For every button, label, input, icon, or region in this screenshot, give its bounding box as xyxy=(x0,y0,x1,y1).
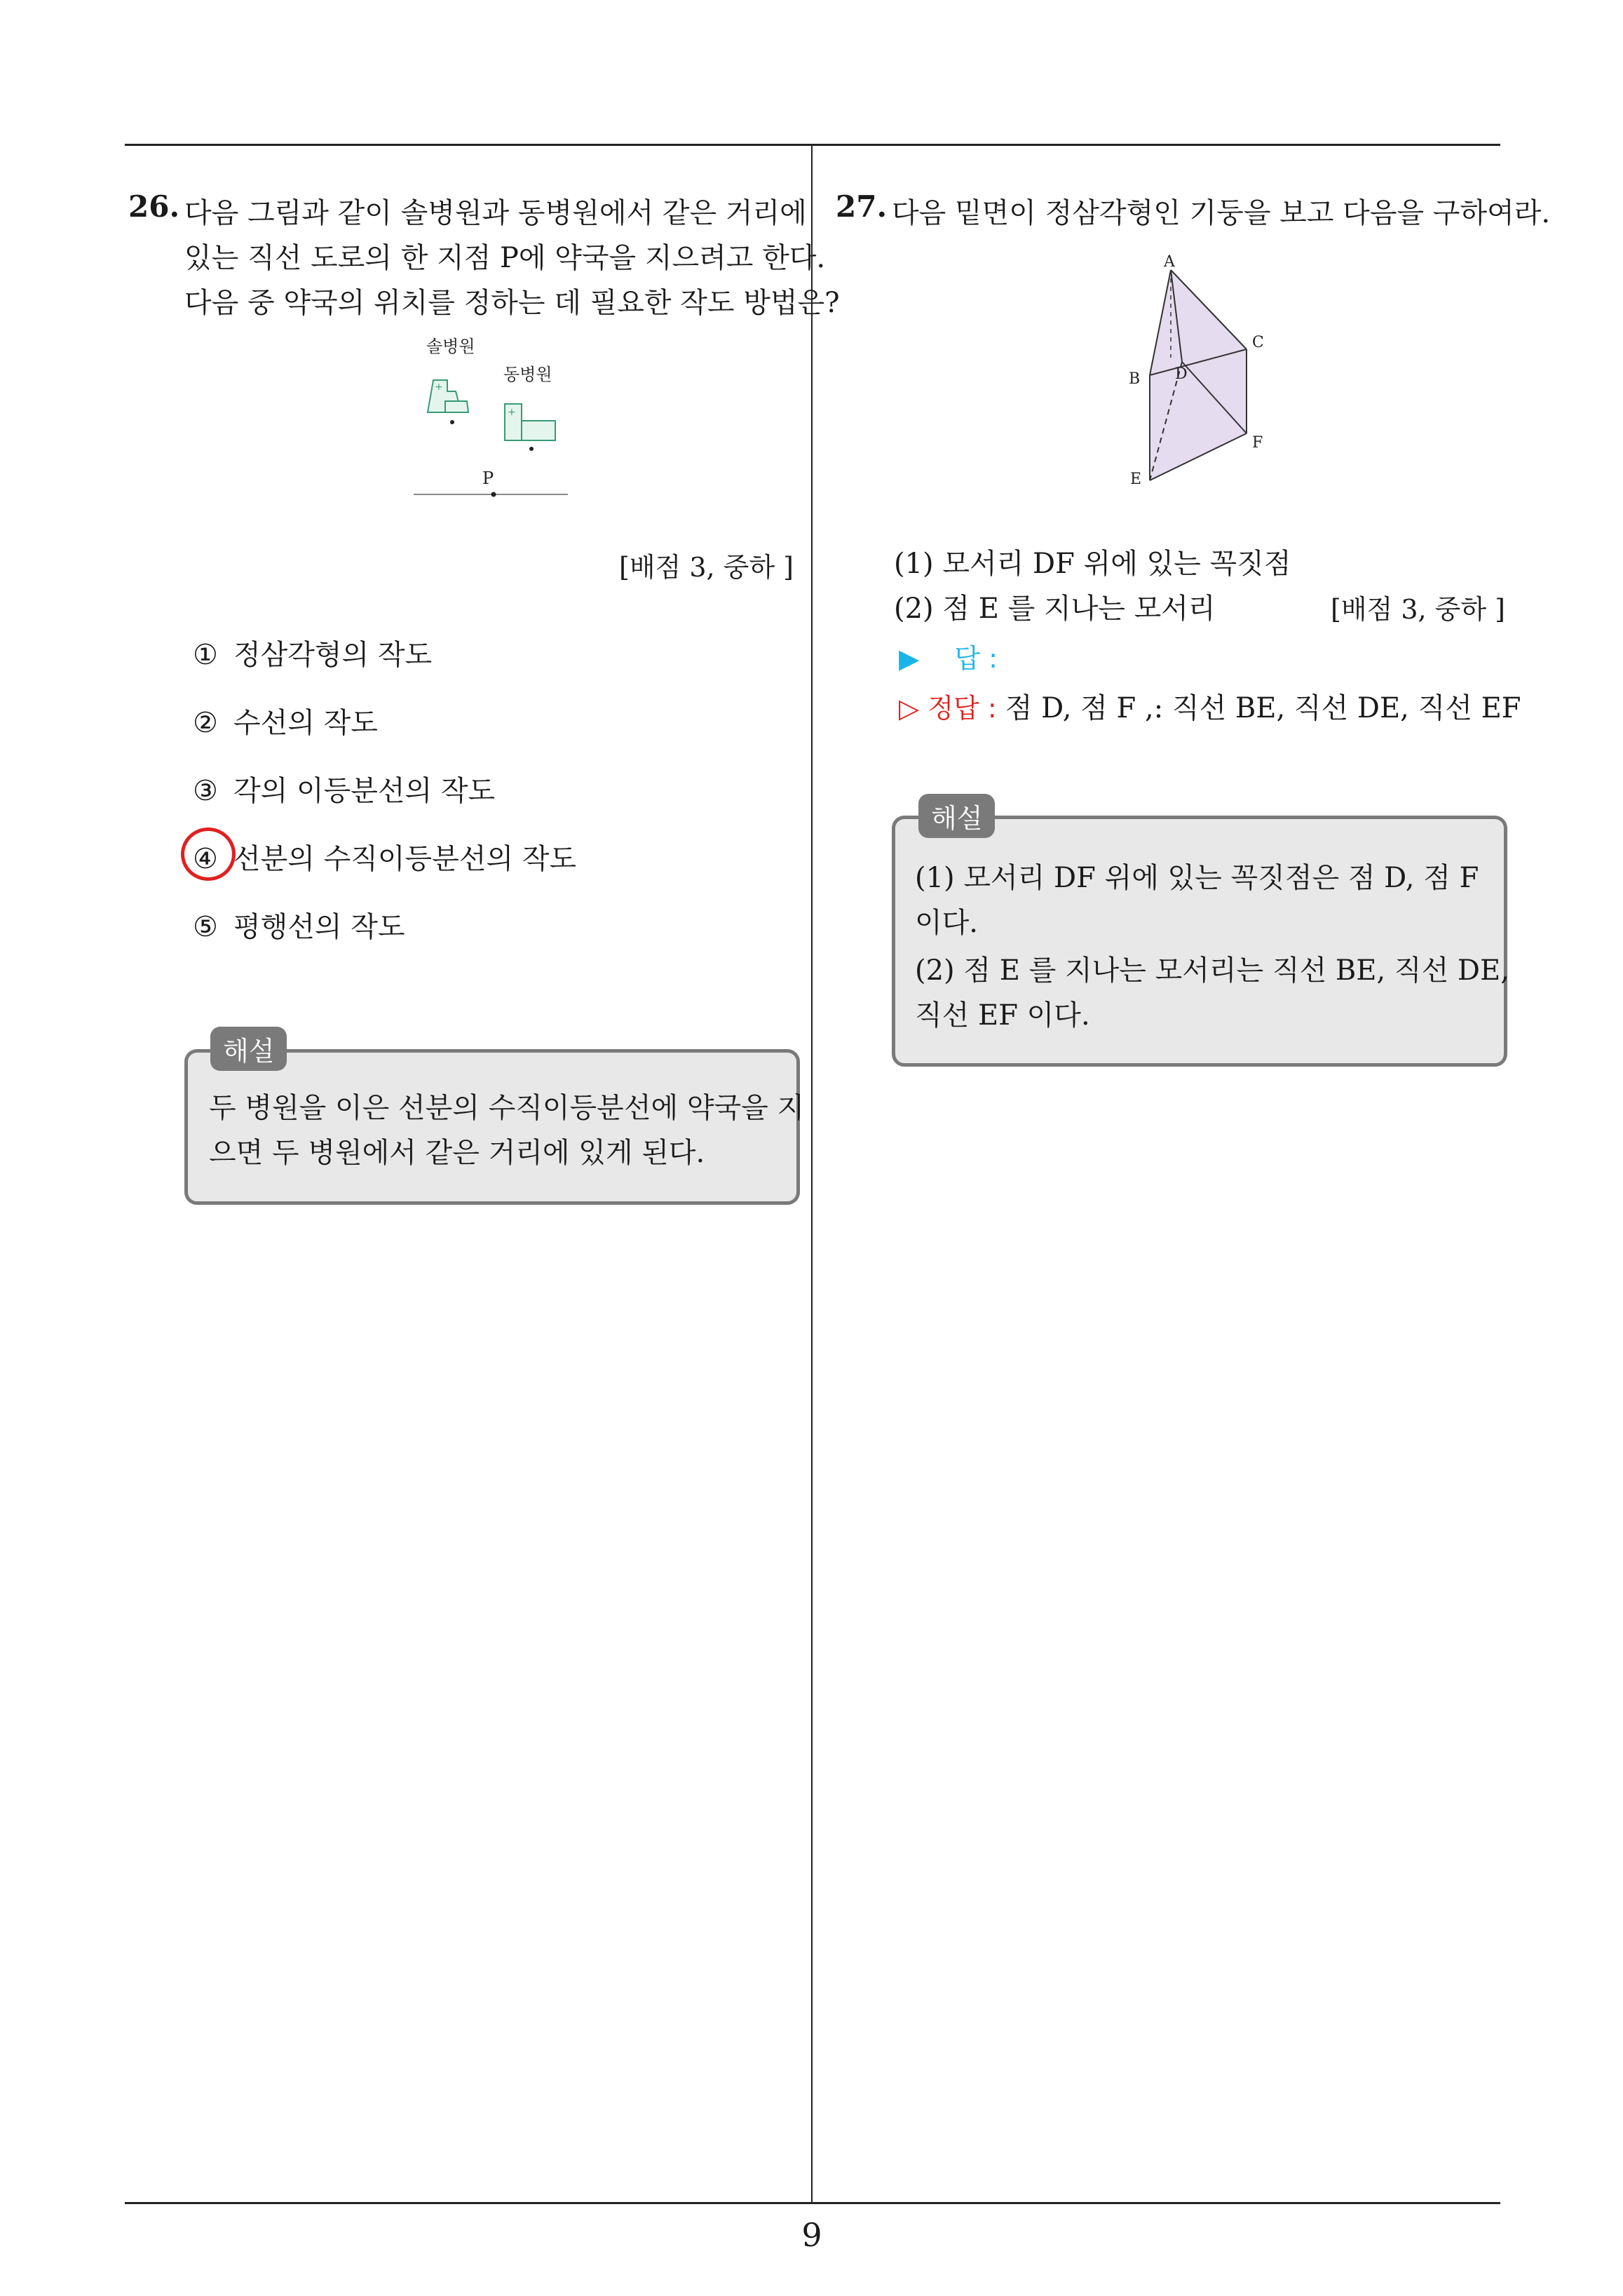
q26-number: 26. xyxy=(128,189,180,224)
q26-explanation-line-1: 두 병원을 이은 선분의 수직이등분선에 약국을 지 xyxy=(209,1092,805,1124)
q27-explanation-line-4: 직선 EF 이다. xyxy=(915,999,1090,1032)
correct-answer-circle-icon xyxy=(181,828,236,881)
q27-sub-2: (2) 점 E 를 지나는 모서리 xyxy=(894,593,1216,625)
svg-text:+: + xyxy=(435,381,443,393)
vertex-label-f: F xyxy=(1252,434,1263,452)
q26-option-4[interactable]: ④ 선분의 수직이등분선의 작도 xyxy=(193,843,577,875)
q27-answer-blank[interactable]: ▶ 답 : xyxy=(899,643,998,674)
q26-explanation-line-2: 으면 두 병원에서 같은 거리에 있게 된다. xyxy=(209,1137,705,1169)
hospital1-building-icon xyxy=(428,380,468,412)
q26-score: [배점 3, 중하 ] xyxy=(619,552,794,583)
bottom-rule xyxy=(125,2202,1500,2204)
hospital2-building-icon xyxy=(505,404,555,440)
q26-line-2: 있는 직선 도로의 한 지점 P에 약국을 지으려고 한다. xyxy=(184,242,826,274)
q26-explanation-tag: 해설 xyxy=(210,1027,287,1071)
top-rule xyxy=(125,144,1500,146)
vertex-label-b: B xyxy=(1129,370,1141,388)
q27-answer: ▷ 정답 : 점 D, 점 F ,: 직선 BE, 직선 DE, 직선 EF xyxy=(899,692,1521,724)
q26-fig-label-hospital1: 솔병원 xyxy=(426,337,475,356)
vertex-label-c: C xyxy=(1252,334,1264,351)
play-arrow-icon: ▶ xyxy=(899,643,920,674)
q26-option-3[interactable]: ③ 각의 이등분선의 작도 xyxy=(193,775,496,807)
q26-option-2[interactable]: ② 수선의 작도 xyxy=(193,707,378,739)
q27-explanation-tag: 해설 xyxy=(918,794,995,838)
page-number: 9 xyxy=(801,2216,822,2254)
hospital1-point xyxy=(450,420,454,424)
outline-arrow-icon: ▷ xyxy=(899,693,920,724)
vertex-label-d: D xyxy=(1175,365,1188,383)
q26-fig-label-hospital2: 동병원 xyxy=(503,365,552,384)
q27-sub-1: (1) 모서리 DF 위에 있는 꼭짓점 xyxy=(894,548,1291,580)
q26-fig-label-p: P xyxy=(482,468,494,488)
q26-explanation-box xyxy=(184,1049,800,1205)
column-divider xyxy=(811,145,813,2203)
vertex-label-e: E xyxy=(1130,471,1142,488)
q27-explanation-line-3: (2) 점 E 를 지나는 모서리는 직선 BE, 직선 DE, xyxy=(915,954,1509,987)
q27-explanation-line-1: (1) 모서리 DF 위에 있는 꼭짓점은 점 D, 점 F xyxy=(915,862,1479,894)
q27-number: 27. xyxy=(836,189,888,224)
svg-text:+: + xyxy=(508,407,516,418)
vertex-label-a: A xyxy=(1164,253,1175,271)
q27-score: [배점 3, 중하 ] xyxy=(1331,594,1505,625)
q26-line-1: 다음 그림과 같이 솔병원과 동병원에서 같은 거리에 xyxy=(184,197,807,229)
q26-option-5[interactable]: ⑤ 평행선의 작도 xyxy=(193,911,405,943)
point-p xyxy=(491,492,496,497)
q27-line: 다음 밑면이 정삼각형인 기둥을 보고 다음을 구하여라. xyxy=(892,197,1551,229)
q27-explanation-line-2: 이다. xyxy=(915,907,978,939)
q27-prism-figure xyxy=(1115,245,1283,491)
hospital2-point xyxy=(529,447,534,451)
q26-option-1[interactable]: ① 정삼각형의 작도 xyxy=(193,639,433,671)
q26-hospital-figure xyxy=(407,337,575,505)
q26-line-3: 다음 중 약국의 위치를 정하는 데 필요한 작도 방법은? xyxy=(184,287,840,319)
